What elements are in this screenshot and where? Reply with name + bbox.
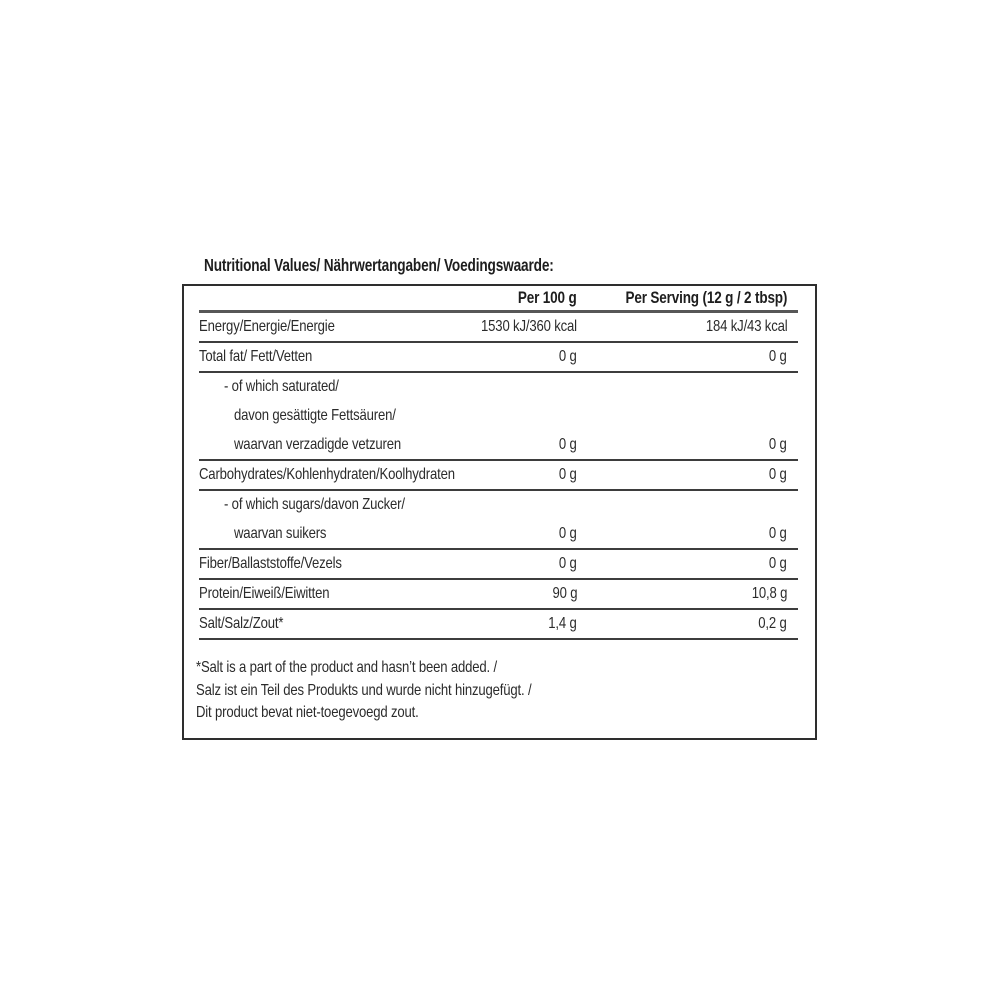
row-value-per-100g: 1,4 g <box>548 615 577 632</box>
table-row-energy <box>199 313 798 343</box>
table-row-sugars <box>199 491 798 550</box>
row-value-per-serving: 0,2 g <box>758 615 787 632</box>
row-label-line: davon gesättigte Fettsäuren/ <box>234 407 396 424</box>
table-row-protein <box>199 580 798 610</box>
row-label-line: - of which sugars/davon Zucker/ <box>224 496 405 514</box>
row-value-per-100g: 0 g <box>559 525 577 542</box>
row-value-per-serving: 10,8 g <box>751 585 787 602</box>
row-value-per-100g: 0 g <box>559 436 577 453</box>
nutrition-table <box>182 284 817 740</box>
table-row-carbohydrates <box>199 461 798 491</box>
row-label <box>199 491 405 548</box>
row-label: Fiber/Ballaststoffe/Vezels <box>199 555 342 572</box>
page-title <box>204 255 652 277</box>
row-value-per-serving: 0 g <box>769 348 787 365</box>
row-value-per-serving: 0 g <box>769 436 787 453</box>
row-label-line: waarvan suikers <box>234 524 327 542</box>
row-value-per-100g: 0 g <box>559 555 577 572</box>
footnote-line: Dit product bevat niet-toegevoegd zout. <box>196 704 419 721</box>
row-value-per-serving: 0 g <box>769 555 787 572</box>
footnote-line: *Salt is a part of the product and hasn’t been added. / <box>196 659 497 676</box>
row-value-per-serving: 0 g <box>769 525 787 542</box>
table-row-total-fat <box>199 343 798 373</box>
row-label-line: - of which saturated/ <box>224 378 339 396</box>
page-title-text: Nutritional Values/ Nährwertangaben/ Voedingswaarde: <box>204 255 554 275</box>
table-row-fiber <box>199 550 798 580</box>
table-row-saturated-fat <box>199 373 798 461</box>
row-value-per-100g: 0 g <box>559 466 577 483</box>
column-header-per-100g: Per 100 g <box>518 288 577 307</box>
row-label: Carbohydrates/Kohlenhydraten/Koolhydraten <box>199 466 455 483</box>
row-label-line: waarvan verzadigde vetzuren <box>234 435 401 453</box>
table-row-salt <box>199 610 798 640</box>
column-header-per-serving: Per Serving (12 g / 2 tbsp) <box>625 288 787 307</box>
row-value-per-serving: 184 kJ/43 kcal <box>705 318 787 335</box>
footnote-line: Salz ist ein Teil des Produkts und wurde nicht hinzugefügt. / <box>196 681 532 699</box>
table-header-row <box>199 286 798 313</box>
row-label: Energy/Energie/Energie <box>199 318 335 335</box>
row-label: Protein/Eiweiß/Eiwitten <box>199 585 330 602</box>
row-value-per-100g: 0 g <box>559 348 577 365</box>
salt-footnote <box>196 640 798 725</box>
row-value-per-serving: 0 g <box>769 466 787 483</box>
row-value-per-100g: 1530 kJ/360 kcal <box>481 318 577 335</box>
row-label: Salt/Salz/Zout* <box>199 615 284 632</box>
row-value-per-100g: 90 g <box>552 585 577 602</box>
row-label <box>199 373 401 459</box>
row-label: Total fat/ Fett/Vetten <box>199 348 313 365</box>
